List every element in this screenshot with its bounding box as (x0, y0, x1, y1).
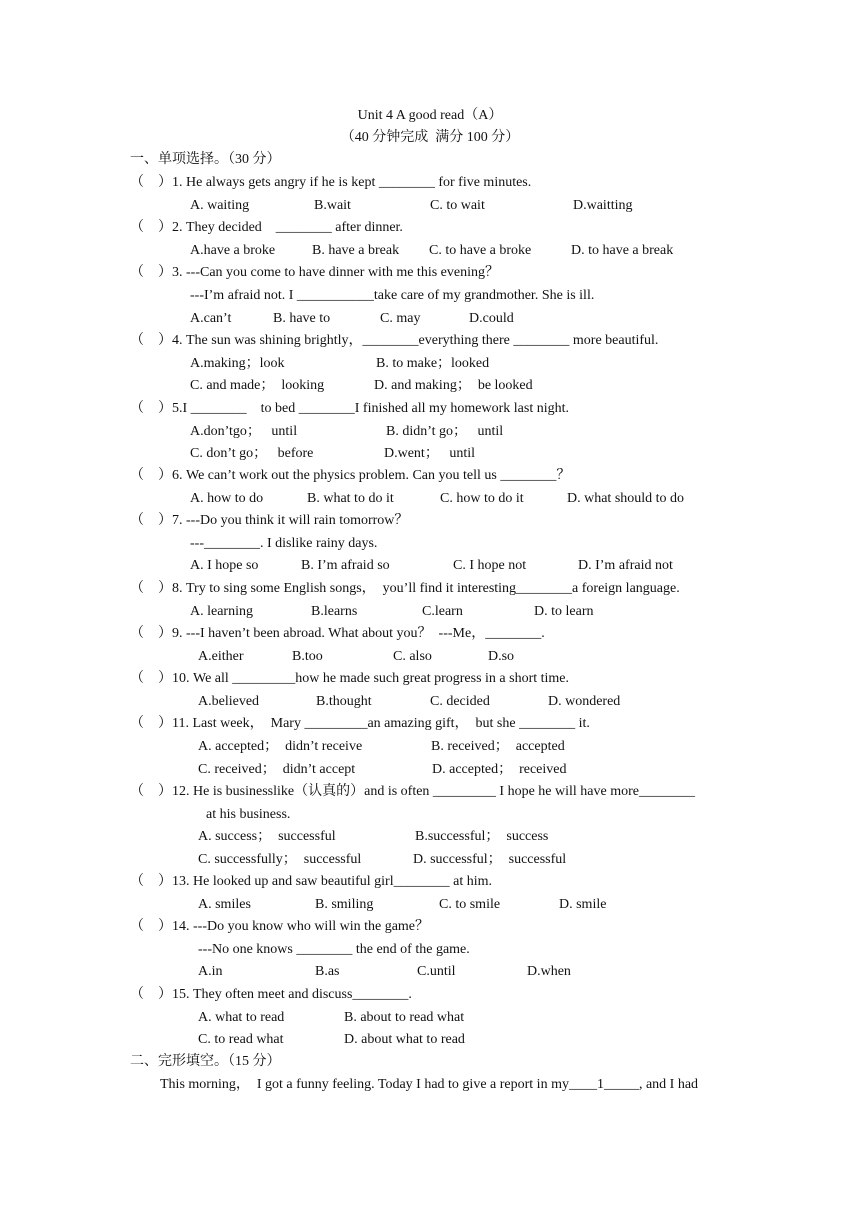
question-stem: （ ）15. They often meet and discuss________. (130, 987, 412, 1002)
option-b: B.successful； success (415, 829, 549, 844)
option-b: B. have to (273, 311, 331, 326)
option-d: D.went； until (384, 446, 475, 461)
option-a: A. smiles (198, 897, 251, 912)
option-c: C. decided (430, 694, 490, 709)
question-stem: （ ）10. We all _________how he made such great progress in a short time. (130, 671, 570, 686)
option-a: A.have a broke (190, 243, 276, 258)
option-b: B. didn’t go； until (386, 424, 504, 439)
page-title: Unit 4 A good read（A） (357, 108, 503, 123)
cloze-text-end: , and I had (638, 1077, 699, 1092)
question-stem-line2: at his business. (206, 807, 291, 822)
option-d: D. and making； be looked (374, 378, 533, 393)
option-d: D.waitting (573, 198, 633, 213)
question-stem-line2: ---I’m afraid not. I ___________take care of my grandmother. She is ill. (190, 288, 595, 303)
question-stem: （ ）11. Last week， Mary _________an amazing gift， but she ________ it. (130, 716, 590, 731)
option-b: B. smiling (315, 897, 374, 912)
question-stem: （ ）12. He is businesslike（认真的）and is often _________ I hope he will have more________ (130, 784, 695, 799)
option-b: B. I’m afraid so (301, 558, 390, 573)
option-b: B.thought (316, 694, 372, 709)
cloze-text-start: This morning， I got a funny feeling. Today I had to give a report in my (160, 1077, 569, 1092)
option-c: C. may (380, 311, 421, 326)
option-a: A. I hope so (190, 558, 259, 573)
option-d: D.when (527, 964, 571, 979)
question-stem: （ ）5.I ________ to bed ________I finished all my homework last night. (130, 401, 570, 416)
option-d: D. successful； successful (413, 852, 567, 867)
section-heading: 一、单项选择。（30 分） (130, 152, 281, 167)
option-a: A. learning (190, 604, 253, 619)
option-a: A.making；look (190, 356, 285, 371)
option-d: D. wondered (548, 694, 621, 709)
option-b: B. what to do it (307, 491, 394, 506)
option-b: B. received； accepted (431, 739, 565, 754)
question-stem: （ ）9. ---I haven’t been abroad. What about you？ ---Me，________. (130, 626, 545, 641)
option-a: A.don’tgo； until (190, 424, 298, 439)
option-a: A.either (198, 649, 244, 664)
page-subtitle: （40 分钟完成 满分 100 分） (340, 130, 520, 145)
option-c: C. to read what (198, 1032, 284, 1047)
option-d: D. about what to read (344, 1032, 465, 1047)
option-b: B.wait (314, 198, 351, 213)
option-a: A. what to read (198, 1010, 285, 1025)
option-d: D. accepted； received (432, 762, 567, 777)
option-c: C. I hope not (453, 558, 527, 573)
question-stem: （ ）2. They decided ________ after dinner. (130, 220, 403, 235)
cloze-paragraph (160, 1076, 698, 1094)
option-b: B.too (292, 649, 323, 664)
option-d: D.could (469, 311, 514, 326)
option-b: B. to make；looked (376, 356, 490, 371)
question-stem: （ ）3. ---Can you come to have dinner with me this evening？ (130, 265, 499, 280)
question-stem: （ ）14. ---Do you know who will win the game？ (130, 919, 430, 934)
option-c: C.learn (422, 604, 463, 619)
option-c: C. successfully； successful (198, 852, 362, 867)
option-d: D. I’m afraid not (578, 558, 673, 573)
option-d: D. what should to do (567, 491, 685, 506)
option-c: C. don’t go； before (190, 446, 314, 461)
option-d: D. smile (559, 897, 607, 912)
question-stem-line2: ---No one knows ________ the end of the game. (198, 942, 470, 957)
option-a: A. waiting (190, 198, 250, 213)
question-stem: （ ）7. ---Do you think it will rain tomorrow？ (130, 513, 409, 528)
option-a: A.can’t (190, 311, 232, 326)
option-c: C. to wait (430, 198, 485, 213)
option-a: A. success； successful (198, 829, 336, 844)
question-stem: （ ）4. The sun was shining brightly，________everything there ________ more beautiful. (130, 333, 659, 348)
option-c: C. how to do it (440, 491, 524, 506)
option-d: D. to learn (534, 604, 594, 619)
option-c: C. to have a broke (429, 243, 532, 258)
option-c: C. also (393, 649, 432, 664)
option-c: C.until (417, 964, 456, 979)
question-stem: （ ）8. Try to sing some English songs， you’ll find it interesting________a foreign language. (130, 581, 680, 596)
option-b: B.learns (311, 604, 358, 619)
question-stem: （ ）1. He always gets angry if he is kept ________ for five minutes. (130, 175, 532, 190)
option-d: D. to have a break (571, 243, 674, 258)
option-a: A. how to do (190, 491, 264, 506)
option-b: B. have a break (312, 243, 400, 258)
option-a: A. accepted； didn’t receive (198, 739, 363, 754)
option-b: B. about to read what (344, 1010, 465, 1025)
section-heading: 二、完形填空。（15 分） (130, 1054, 281, 1069)
question-stem: （ ）6. We can’t work out the physics problem. Can you tell us ________？ (130, 468, 571, 483)
option-a: A.believed (198, 694, 260, 709)
question-stem: （ ）13. He looked up and saw beautiful girl________ at him. (130, 874, 492, 889)
option-c: C. and made； looking (190, 378, 325, 393)
cloze-blank-1: ____1_____ (568, 1077, 639, 1092)
option-c: C. received； didn’t accept (198, 762, 356, 777)
option-a: A.in (198, 964, 223, 979)
option-d: D.so (488, 649, 515, 664)
option-b: B.as (315, 964, 340, 979)
option-c: C. to smile (439, 897, 501, 912)
question-stem-line2: ---________. I dislike rainy days. (190, 536, 378, 551)
